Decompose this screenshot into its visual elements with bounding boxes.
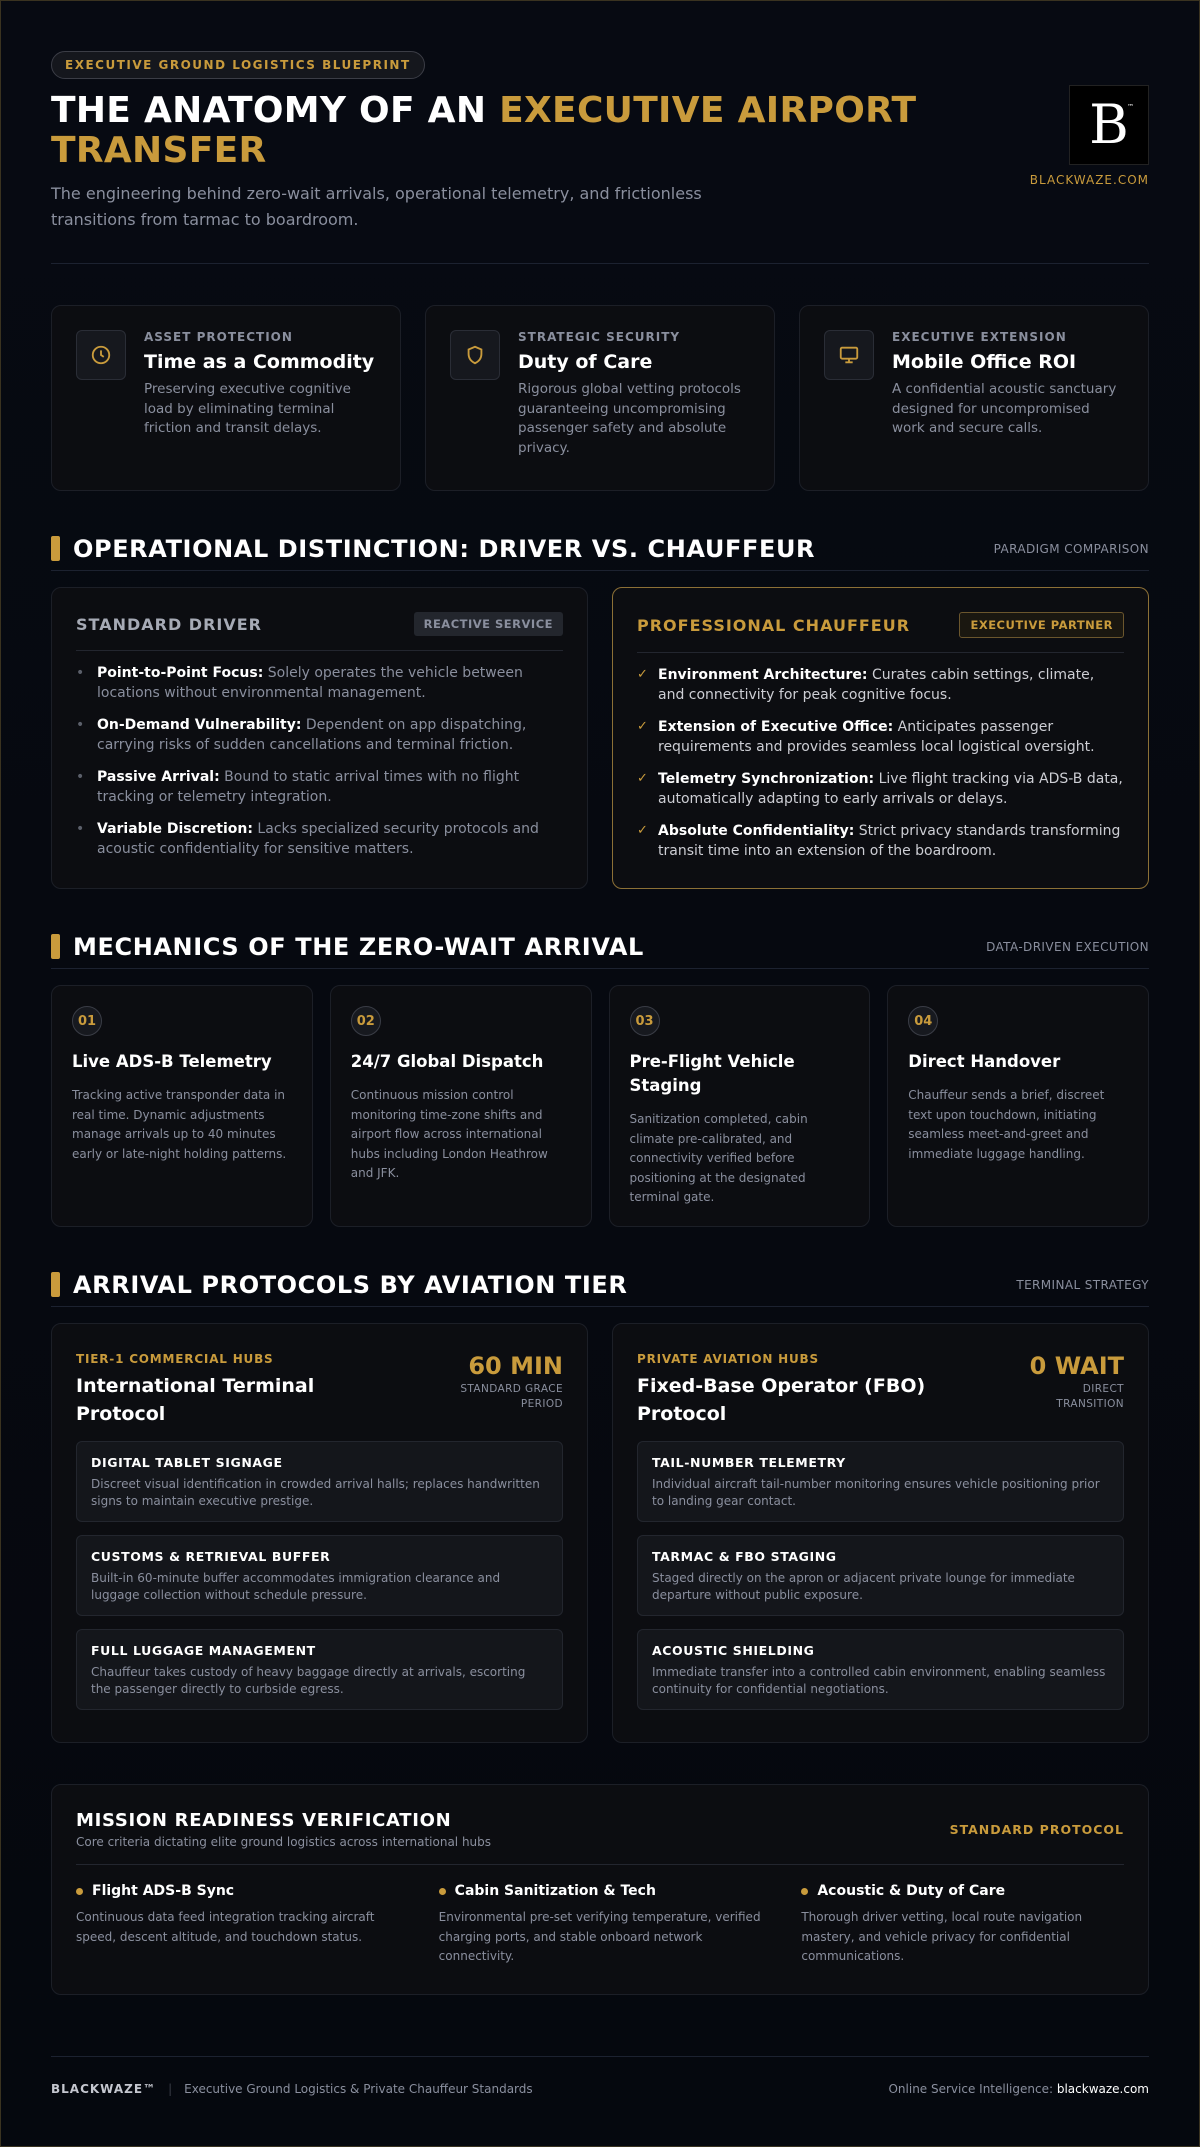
status-badge: REACTIVE SERVICE [414, 612, 563, 636]
step-card [609, 985, 871, 1227]
professional-chauffeur-card [612, 587, 1149, 889]
step-title: Direct Handover [908, 1052, 1061, 1071]
tier-title: International Terminal Protocol [76, 1375, 315, 1425]
clock-icon [76, 330, 126, 380]
blueprint-pill: EXECUTIVE GROUND LOGISTICS BLUEPRINT [51, 51, 425, 79]
pillar-eyebrow: STRATEGIC SECURITY [518, 330, 681, 344]
section-tag: PARADIGM COMPARISON [993, 541, 1149, 556]
list-item: • Point-to-Point Focus: Solely operates the vehicle between locations without environmental management. [76, 665, 523, 701]
logo-letter: B [1089, 93, 1129, 156]
feature-box [76, 1441, 563, 1522]
step-number: 03 [630, 1006, 660, 1036]
section-bar [51, 934, 60, 959]
feature-title: DIGITAL TABLET SIGNAGE [91, 1455, 283, 1470]
feature-title: CUSTOMS & RETRIEVAL BUFFER [91, 1549, 331, 1564]
feature-title: FULL LUGGAGE MANAGEMENT [91, 1643, 316, 1658]
page-subtitle: The engineering behind zero-wait arrivals, operational telemetry, and frictionless transitions from tarmac to boardroom. [51, 184, 702, 229]
list-item: • Variable Discretion: Lacks specialized security protocols and acoustic confidentiality for sensitive matters. [76, 821, 539, 857]
feature-desc: Immediate transfer into a controlled cabin environment, enabling seamless continuity for confidential negotiations. [652, 1665, 1106, 1696]
readiness-item [76, 1883, 399, 1967]
section-title: ARRIVAL PROTOCOLS BY AVIATION TIER [73, 1270, 628, 1299]
check-icon: ✓ [637, 719, 648, 734]
card-title: STANDARD DRIVER [76, 614, 262, 634]
section-tag: DATA-DRIVEN EXECUTION [986, 939, 1149, 954]
page-title [51, 91, 951, 171]
tier-metric-label: STANDARD GRACE PERIOD [460, 1383, 563, 1410]
bullet-dot-icon [76, 1888, 83, 1895]
feature-box [637, 1629, 1124, 1710]
feature-title: TARMAC & FBO STAGING [652, 1549, 837, 1564]
section-bar [51, 1272, 60, 1297]
readiness-item-title: Acoustic & Duty of Care [817, 1883, 1006, 1899]
step-title: Pre-Flight Vehicle Staging [629, 1052, 795, 1095]
step-desc: Tracking active transponder data in real time. Dynamic adjustments manage arrivals up to 40 minutes early or late-night holding patterns. [72, 1088, 287, 1161]
step-number: 02 [351, 1006, 381, 1036]
readiness-tag: STANDARD PROTOCOL [949, 1822, 1124, 1837]
feature-box [637, 1535, 1124, 1616]
step-desc: Chauffeur sends a brief, discreet text upon touchdown, initiating seamless meet-and-greet and immediate luggage handling. [908, 1088, 1105, 1161]
steps [51, 985, 1149, 1227]
tier-eyebrow: PRIVATE AVIATION HUBS [637, 1352, 819, 1366]
readiness-item [439, 1883, 762, 1967]
list-item: ✓ Extension of Executive Office: Anticipates passenger requirements and provides seamless local logistical oversight. [637, 719, 1095, 755]
pillar-title: Time as a Commodity [144, 351, 375, 373]
step-desc: Continuous mission control monitoring time-zone shifts and airport flow across international hubs including London Heathrow and JFK. [350, 1088, 548, 1180]
pillar-title: Mobile Office ROI [892, 351, 1077, 373]
step-number: 04 [908, 1006, 938, 1036]
list-item: • Passive Arrival: Bound to static arrival times with no flight tracking or telemetry integration. [76, 769, 520, 805]
footer-right [888, 2082, 1149, 2096]
pillar-desc: Preserving executive cognitive load by eliminating terminal friction and transit delays. [144, 381, 351, 436]
page-title-gold: EXECUTIVE AIRPORT TRANSFER [51, 90, 917, 171]
tiers [51, 1323, 1149, 1743]
logo-trademark: ™ [1127, 103, 1134, 111]
standard-driver-card [51, 587, 588, 889]
feature-desc: Discreet visual identification in crowded arrival halls; replaces handwritten signs to maintain executive prestige. [91, 1477, 540, 1508]
footer-tagline: Executive Ground Logistics & Private Chauffeur Standards [184, 2082, 533, 2096]
bullet-dot-icon [439, 1888, 446, 1895]
tier-eyebrow: TIER-1 COMMERCIAL HUBS [76, 1352, 274, 1366]
check-icon: ✓ [637, 771, 648, 786]
pillar-eyebrow: ASSET PROTECTION [144, 330, 293, 344]
mission-readiness-card [51, 1784, 1149, 1995]
card-title: PROFESSIONAL CHAUFFEUR [637, 615, 911, 635]
step-title: 24/7 Global Dispatch [350, 1052, 544, 1071]
feature-box [76, 1535, 563, 1616]
pillar-card-time [51, 305, 401, 491]
tier-card-commercial [51, 1323, 588, 1743]
status-badge: EXECUTIVE PARTNER [959, 612, 1124, 638]
section-head-tiers [51, 1263, 1149, 1307]
readiness-item-desc: Thorough driver vetting, local route navigation mastery, and vehicle privacy for confidential communications. [801, 1910, 1083, 1963]
footer-separator: | [168, 2082, 173, 2096]
list-item: • On-Demand Vulnerability: Dependent on app dispatching, carrying risks of sudden cancellations and terminal friction. [76, 717, 527, 753]
tier-metric: 0 WAIT [1029, 1352, 1124, 1380]
readiness-item-title: Flight ADS-B Sync [92, 1883, 235, 1899]
readiness-item [801, 1883, 1124, 1967]
list-item: ✓ Environment Architecture: Curates cabin settings, climate, and connectivity for peak cognitive focus. [637, 667, 1095, 703]
tier-title: Fixed-Base Operator (FBO) Protocol [637, 1375, 926, 1425]
feature-box [76, 1629, 563, 1710]
section-title: MECHANICS OF THE ZERO-WAIT ARRIVAL [73, 932, 644, 961]
check-icon: ✓ [637, 667, 648, 682]
brand-logo [1069, 85, 1149, 165]
step-desc: Sanitization completed, cabin climate pre-calibrated, and connectivity verified before positioning at the designated terminal gate. [629, 1112, 808, 1204]
feature-title: ACOUSTIC SHIELDING [652, 1643, 815, 1658]
tier-card-private [612, 1323, 1149, 1743]
step-title: Live ADS-B Telemetry [72, 1052, 272, 1071]
section-head-distinction [51, 527, 1149, 571]
list-item: ✓ Absolute Confidentiality: Strict privacy standards transforming transit time into an extension of the boardroom. [637, 823, 1121, 859]
feature-box [637, 1441, 1124, 1522]
pillars [51, 305, 1149, 491]
logo-site-link[interactable]: BLACKWAZE.COM [1029, 173, 1149, 187]
readiness-item-title: Cabin Sanitization & Tech [454, 1883, 656, 1899]
monitor-icon [824, 330, 874, 380]
feature-desc: Staged directly on the apron or adjacent private lounge for immediate departure without public exposure. [652, 1571, 1075, 1602]
readiness-item-desc: Continuous data feed integration tracking aircraft speed, descent altitude, and touchdown status. [76, 1910, 375, 1944]
section-title: OPERATIONAL DISTINCTION: DRIVER VS. CHAUFFEUR [73, 534, 816, 563]
section-tag: TERMINAL STRATEGY [1016, 1277, 1149, 1292]
feature-desc: Chauffeur takes custody of heavy baggage directly at arrivals, escorting the passenger directly to curbside egress. [91, 1665, 526, 1696]
pillar-desc: A confidential acoustic sanctuary designed for uncompromised work and secure calls. [892, 381, 1117, 436]
section-head-mechanics [51, 925, 1149, 969]
comparison [51, 587, 1149, 889]
check-icon: ✓ [637, 823, 648, 838]
readiness-title: MISSION READINESS VERIFICATION [76, 1810, 452, 1831]
bullet-dot-icon [801, 1888, 808, 1895]
pillar-eyebrow: EXECUTIVE EXTENSION [892, 330, 1067, 344]
footer-site-link[interactable]: blackwaze.com [1056, 2082, 1149, 2096]
step-card [51, 985, 313, 1227]
feature-desc: Built-in 60-minute buffer accommodates immigration clearance and luggage collection without schedule pressure. [91, 1571, 501, 1602]
pillar-title: Duty of Care [518, 351, 653, 373]
step-card [887, 985, 1149, 1227]
page-title-white: THE ANATOMY OF AN [51, 90, 500, 131]
readiness-item-desc: Environmental pre-set verifying temperature, verified charging ports, and stable onboard network connectivity. [438, 1910, 761, 1963]
tier-metric-label: DIRECT TRANSITION [1056, 1383, 1124, 1410]
footer-right-label: Online Service Intelligence: [888, 2082, 1057, 2096]
pillar-card-duty [425, 305, 775, 491]
pillar-desc: Rigorous global vetting protocols guaranteeing uncompromising passenger safety and absolute privacy. [518, 381, 741, 456]
footer [51, 2056, 1149, 2096]
step-card [330, 985, 592, 1227]
section-bar [51, 536, 60, 561]
standard-list [76, 663, 563, 859]
feature-title: TAIL-NUMBER TELEMETRY [652, 1455, 846, 1470]
tier-metric: 60 MIN [468, 1352, 563, 1380]
header [51, 1, 1149, 264]
list-item: ✓ Telemetry Synchronization: Live flight tracking via ADS-B data, automatically adapting to early arrivals or delays. [637, 771, 1123, 807]
pillar-card-office [799, 305, 1149, 491]
shield-icon [450, 330, 500, 380]
readiness-subtitle: Core criteria dictating elite ground logistics across international hubs [76, 1835, 492, 1849]
footer-brand: BLACKWAZE™ [51, 2082, 157, 2096]
feature-desc: Individual aircraft tail-number monitoring ensures vehicle positioning prior to landing gear contact. [652, 1477, 1100, 1508]
professional-list [637, 665, 1124, 861]
step-number: 01 [72, 1006, 102, 1036]
